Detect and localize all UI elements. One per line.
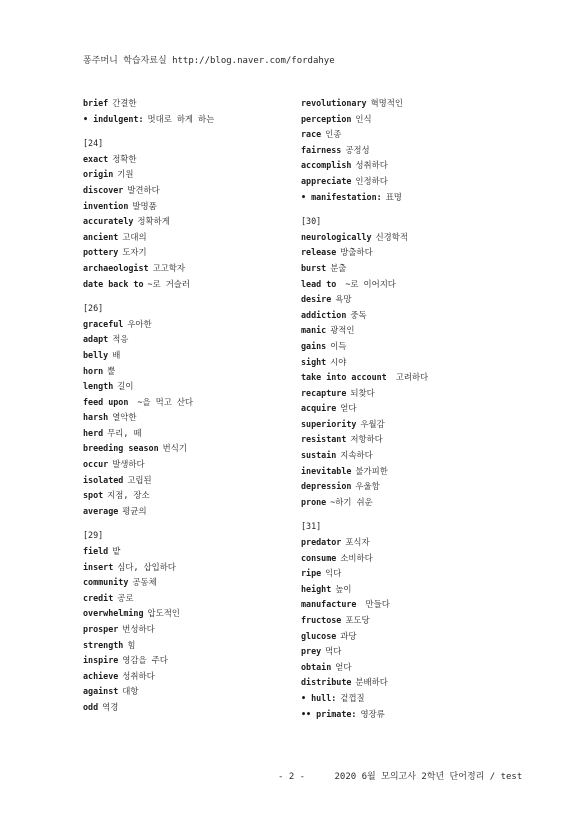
vocab-word: predator (301, 537, 342, 548)
vocab-meaning: 영장류 (360, 708, 385, 719)
page-header: 퐁주머니 학습자료실 http://blog.naver.com/fordahye (83, 56, 335, 66)
vocab-meaning: 간결한 (112, 98, 137, 108)
vocab-word: field (83, 546, 109, 557)
vocab-word: gains (301, 340, 327, 351)
vocab-meaning: 공동체 (132, 577, 157, 588)
vocab-entry (83, 214, 313, 230)
vocab-word: graceful (83, 318, 124, 329)
vocab-meaning: 방출하다 (340, 247, 373, 258)
vocab-entry (301, 401, 531, 417)
vocab-meaning: 발명품 (132, 200, 157, 211)
vocab-meaning: 뿔 (107, 365, 116, 376)
vocab-meaning: 분출 (330, 262, 347, 273)
vocab-word: odd (83, 701, 99, 712)
vocab-entry (83, 560, 313, 576)
vocab-entry (301, 675, 531, 691)
vocab-meaning: 소비하다 (340, 552, 373, 563)
vocab-meaning: 발견하다 (127, 184, 160, 195)
vocab-entry (301, 613, 531, 629)
vocab-meaning: 지속하다 (340, 450, 373, 461)
vocab-word: belly (83, 349, 109, 360)
vocab-word: • manifestation: (301, 191, 382, 202)
vocab-word: feed upon (83, 396, 129, 407)
vocab-meaning: 영감을 주다 (122, 655, 168, 666)
vocab-meaning: 인종 (325, 129, 342, 140)
vocab-meaning: 멋대로 하게 하는 (147, 113, 215, 124)
vocab-meaning: 중독 (350, 309, 367, 320)
vocab-entry (301, 448, 531, 464)
vocab-meaning: 배 (112, 349, 121, 360)
section-number: [29] (83, 530, 104, 541)
page-footer (278, 769, 522, 782)
vocab-meaning: 불가피한 (355, 465, 388, 476)
vocab-meaning: 시야 (330, 356, 347, 367)
vocab-meaning: 밭 (112, 546, 121, 557)
vocab-word: superiority (301, 418, 357, 429)
vocab-meaning: 번성하다 (122, 624, 155, 634)
vocab-meaning: 고립된 (127, 474, 152, 485)
section-spacer (301, 510, 531, 519)
vocab-word: brief (83, 98, 109, 108)
vocab-meaning: 분배하다 (355, 677, 388, 688)
vocab-word: insert (83, 561, 114, 572)
vocab-meaning: 기원 (117, 169, 134, 180)
vocab-entry (301, 660, 531, 676)
vocab-word: herd (83, 427, 104, 438)
vocab-entry (83, 364, 313, 380)
vocab-entry (301, 339, 531, 355)
vocab-meaning: 성취하다 (355, 160, 388, 171)
vocab-word: glucose (301, 630, 337, 641)
vocab-entry (301, 644, 531, 660)
vocab-entry (301, 245, 531, 261)
vocab-word: community (83, 577, 129, 588)
vocab-word: length (83, 381, 114, 392)
vocab-word: • hull: (301, 692, 337, 703)
section-number: [26] (83, 303, 104, 314)
vocab-entry (301, 535, 531, 551)
vocab-entry (301, 629, 531, 645)
vocab-entry (301, 308, 531, 324)
vocab-word: isolated (83, 474, 124, 485)
vocab-entry (301, 386, 531, 402)
vocab-entry (301, 495, 531, 511)
vocab-word: consume (301, 552, 337, 563)
vocab-word: occur (83, 459, 109, 470)
vocab-entry (83, 426, 313, 442)
vocab-word: appreciate (301, 175, 352, 186)
vocab-meaning: 압도적인 (147, 608, 180, 619)
vocab-meaning: 겉껍질 (340, 692, 365, 703)
vocab-entry (301, 417, 531, 433)
vocab-meaning: 높이 (335, 583, 352, 594)
vocab-entry (83, 473, 313, 489)
section-spacer (83, 292, 313, 301)
vocab-word: spot (83, 490, 104, 501)
vocab-word: manic (301, 325, 327, 336)
vocab-entry (83, 167, 313, 183)
vocab-entry (83, 230, 313, 246)
vocab-meaning: 길이 (117, 381, 134, 392)
vocab-word: archaeologist (83, 262, 149, 273)
vocab-entry (83, 669, 313, 685)
vocab-word: pottery (83, 247, 119, 258)
vocab-meaning: 고고학자 (152, 262, 185, 273)
vocab-entry (301, 96, 531, 112)
vocab-word: adapt (83, 334, 109, 345)
vocab-meaning: 심다, 삽입하다 (117, 561, 176, 572)
vocab-entry (301, 143, 531, 159)
vocab-word: fairness (301, 144, 342, 155)
vocab-entry (301, 174, 531, 190)
vocab-meaning: 열악한 (112, 412, 137, 423)
vocab-word: discover (83, 184, 124, 195)
vocab-entry (83, 332, 313, 348)
vocab-entry (83, 684, 313, 700)
vocab-meaning: 정확한 (112, 153, 137, 164)
section-spacer (83, 127, 313, 136)
vocab-entry (83, 622, 313, 638)
vocab-entry (83, 638, 313, 654)
vocab-entry (83, 395, 313, 411)
vocab-entry (83, 591, 313, 607)
vocab-meaning: 공로 (117, 592, 134, 603)
vocab-meaning: 도자기 (122, 247, 147, 258)
vocab-word: manufacture (301, 599, 357, 610)
vocab-word: prey (301, 646, 322, 657)
left-column (83, 96, 313, 716)
vocab-entry (301, 127, 531, 143)
vocab-entry (301, 551, 531, 567)
vocab-entry (301, 277, 531, 293)
vocab-meaning: 인정하다 (355, 175, 388, 186)
vocab-word: horn (83, 365, 104, 376)
vocab-entry (301, 261, 531, 277)
vocab-word: acquire (301, 403, 337, 414)
vocab-word: accurately (83, 216, 134, 227)
vocab-word: recapture (301, 387, 347, 398)
vocab-word: release (301, 247, 337, 258)
section-number: [31] (301, 521, 322, 532)
vocab-meaning: 만들다 (360, 599, 390, 610)
vocab-entry (83, 96, 313, 112)
vocab-word: harsh (83, 412, 109, 423)
vocab-meaning: 포도당 (345, 615, 370, 625)
vocab-meaning: 적응 (112, 334, 129, 345)
vocab-word: inspire (83, 655, 119, 666)
vocab-meaning: 역경 (102, 701, 119, 712)
vocab-meaning: 정확하게 (137, 216, 170, 227)
vocab-meaning: 익다 (325, 568, 342, 579)
vocab-entry (83, 544, 313, 560)
vocab-meaning: 지점, 장소 (107, 490, 150, 501)
vocab-meaning: 욕망 (335, 294, 352, 305)
section-spacer (83, 519, 313, 528)
vocab-entry (301, 190, 531, 206)
vocab-entry (83, 457, 313, 473)
vocab-word: breeding season (83, 443, 159, 454)
vocab-entry (301, 355, 531, 371)
vocab-word: prone (301, 496, 327, 507)
vocab-word: prosper (83, 624, 119, 634)
vocab-entry (83, 700, 313, 716)
vocab-word: fructose (301, 615, 342, 625)
vocab-word: addiction (301, 309, 347, 320)
vocab-meaning: ~로 거슬러 (147, 278, 190, 289)
vocab-word: burst (301, 262, 327, 273)
vocab-meaning: 얻다 (335, 661, 352, 672)
vocab-word: average (83, 505, 119, 516)
vocab-meaning: 발생하다 (112, 459, 145, 470)
vocab-meaning: 우아한 (127, 318, 152, 329)
vocab-word: inevitable (301, 465, 352, 476)
vocab-entry (83, 606, 313, 622)
vocab-meaning: ~로 이어지다 (340, 278, 396, 289)
vocab-word: neurologically (301, 231, 372, 242)
vocab-word: ripe (301, 568, 322, 579)
vocab-meaning: 인식 (355, 113, 372, 124)
vocab-meaning: ~을 먹고 산다 (132, 396, 194, 407)
vocab-meaning: 신경학적 (375, 231, 408, 242)
vocab-entry (83, 504, 313, 520)
vocab-meaning: 힘 (127, 639, 136, 650)
vocab-word: strength (83, 639, 124, 650)
vocab-entry (301, 464, 531, 480)
vocab-word: credit (83, 592, 114, 603)
vocab-entry (301, 479, 531, 495)
vocab-entry (83, 575, 313, 591)
vocab-entry (301, 582, 531, 598)
vocab-entry (301, 370, 531, 386)
right-column (301, 96, 531, 722)
vocab-meaning: 표명 (385, 191, 402, 202)
vocab-meaning: 성취하다 (122, 670, 155, 681)
vocab-entry (83, 488, 313, 504)
section-number: [24] (83, 138, 104, 149)
vocab-entry (83, 317, 313, 333)
vocab-meaning: 과당 (340, 630, 357, 641)
vocab-word: take into account (301, 372, 387, 383)
section-number: [30] (301, 216, 322, 227)
vocab-meaning: 대항 (122, 686, 139, 697)
vocab-word: perception (301, 113, 352, 124)
vocab-entry (83, 183, 313, 199)
vocab-word: •• primate: (301, 708, 357, 719)
vocab-word: lead to (301, 278, 337, 289)
vocab-word: invention (83, 200, 129, 211)
vocab-entry (83, 379, 313, 395)
footer-title: 2020 6월 모의고사 2학년 단어정리 / test (334, 772, 523, 782)
vocab-entry (83, 277, 313, 293)
vocab-entry (83, 441, 313, 457)
vocab-meaning: 평균의 (122, 505, 147, 516)
vocab-word: overwhelming (83, 608, 144, 619)
vocab-meaning: 혁명적인 (370, 98, 403, 108)
vocab-meaning: 저항하다 (350, 434, 383, 445)
vocab-entry (83, 348, 313, 364)
vocab-entry (83, 245, 313, 261)
vocab-word: depression (301, 481, 352, 492)
vocab-word: distribute (301, 677, 352, 688)
section-spacer (301, 205, 531, 214)
vocab-word: ancient (83, 231, 119, 242)
vocab-word: resistant (301, 434, 347, 445)
vocab-entry (83, 152, 313, 168)
vocab-entry (83, 199, 313, 215)
vocab-word: sustain (301, 450, 337, 461)
vocab-entry (301, 707, 531, 723)
vocab-entry (83, 653, 313, 669)
vocab-entry (301, 112, 531, 128)
vocab-word: revolutionary (301, 98, 367, 108)
vocab-word: desire (301, 294, 332, 305)
vocab-word: against (83, 686, 119, 697)
vocab-meaning: 이득 (330, 340, 347, 351)
vocab-entry (83, 410, 313, 426)
vocab-word: origin (83, 169, 114, 180)
vocab-word: sight (301, 356, 327, 367)
vocab-meaning: 광적인 (330, 325, 355, 336)
vocab-word: accomplish (301, 160, 352, 171)
vocab-word: achieve (83, 670, 119, 681)
vocab-meaning: 무리, 떼 (107, 427, 142, 438)
vocab-entry (301, 230, 531, 246)
vocab-meaning: 번식기 (162, 443, 187, 454)
vocab-meaning: 얻다 (340, 403, 357, 414)
page-number: - 2 - (278, 772, 306, 782)
vocab-word: date back to (83, 278, 144, 289)
vocab-entry (301, 292, 531, 308)
vocab-entry (301, 597, 531, 613)
vocab-meaning: 되찾다 (350, 387, 375, 398)
vocab-meaning: 먹다 (325, 646, 342, 657)
vocab-meaning: ~하기 쉬운 (330, 496, 373, 507)
vocab-word: obtain (301, 661, 332, 672)
vocab-entry (301, 158, 531, 174)
vocab-word: exact (83, 153, 109, 164)
vocab-entry (83, 112, 313, 128)
vocab-entry (301, 323, 531, 339)
vocab-meaning: 고려하다 (390, 372, 429, 383)
vocab-entry (301, 566, 531, 582)
vocab-entry (83, 261, 313, 277)
vocab-word: • indulgent: (83, 113, 144, 124)
vocab-entry (301, 691, 531, 707)
vocab-meaning: 우월감 (360, 418, 385, 429)
vocab-word: height (301, 583, 332, 594)
vocab-word: race (301, 129, 322, 140)
vocab-meaning: 우울함 (355, 481, 380, 492)
vocab-meaning: 고대의 (122, 231, 147, 242)
vocab-meaning: 포식자 (345, 537, 370, 548)
vocab-meaning: 공정성 (345, 144, 370, 155)
vocab-entry (301, 432, 531, 448)
